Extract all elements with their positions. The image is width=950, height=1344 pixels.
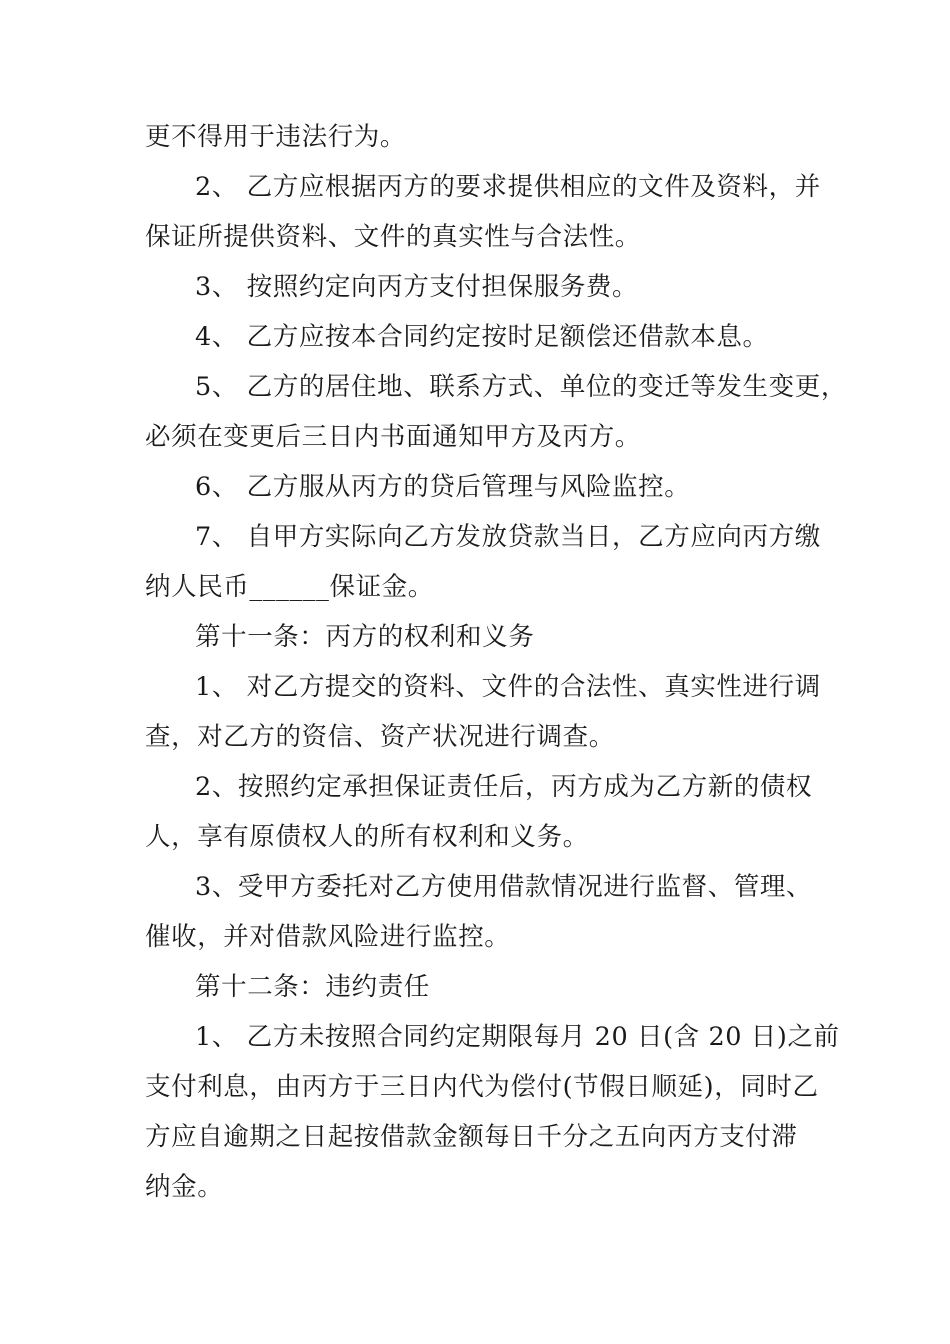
text-line: 查，对乙方的资信、资产状况进行调查。 [145,722,615,752]
text-line: 1、 乙方未按照合同约定期限每月 20 日(含 20 日)之前 [195,1022,840,1052]
text-line: 5、 乙方的居住地、联系方式、单位的变迁等发生变更， [195,372,847,402]
text-line: 支付利息，由丙方于三日内代为偿付(节假日顺延)，同时乙 [145,1072,819,1102]
text-line: 保证所提供资料、文件的真实性与合法性。 [145,222,641,252]
text-line: 催收，并对借款风险进行监控。 [145,922,511,952]
text-line: 2、按照约定承担保证责任后，丙方成为乙方新的债权 [195,772,813,802]
text-line: 方应自逾期之日起按借款金额每日千分之五向丙方支付滞 [145,1122,798,1152]
text-line: 更不得用于违法行为。 [145,122,407,152]
text-line: 6、 乙方服从丙方的贷后管理与风险监控。 [195,472,691,502]
text-line: 3、受甲方委托对乙方使用借款情况进行监督、管理、 [195,872,813,902]
text-line: 人，享有原债权人的所有权利和义务。 [145,822,589,852]
text-line: 4、 乙方应按本合同约定按时足额偿还借款本息。 [195,322,769,352]
text-line: 2、 乙方应根据丙方的要求提供相应的文件及资料，并 [195,172,821,202]
section-heading: 第十一条：丙方的权利和义务 [195,622,535,652]
text-line: 1、 对乙方提交的资料、文件的合法性、真实性进行调 [195,672,821,702]
text-line: 7、 自甲方实际向乙方发放贷款当日，乙方应向丙方缴 [195,522,821,552]
text-line: 必须在变更后三日内书面通知甲方及丙方。 [145,422,641,452]
section-heading: 第十二条：违约责任 [195,972,430,1002]
text-line: 纳人民币______保证金。 [145,572,434,602]
text-line: 3、 按照约定向丙方支付担保服务费。 [195,272,639,302]
text-line: 纳金。 [145,1172,224,1202]
